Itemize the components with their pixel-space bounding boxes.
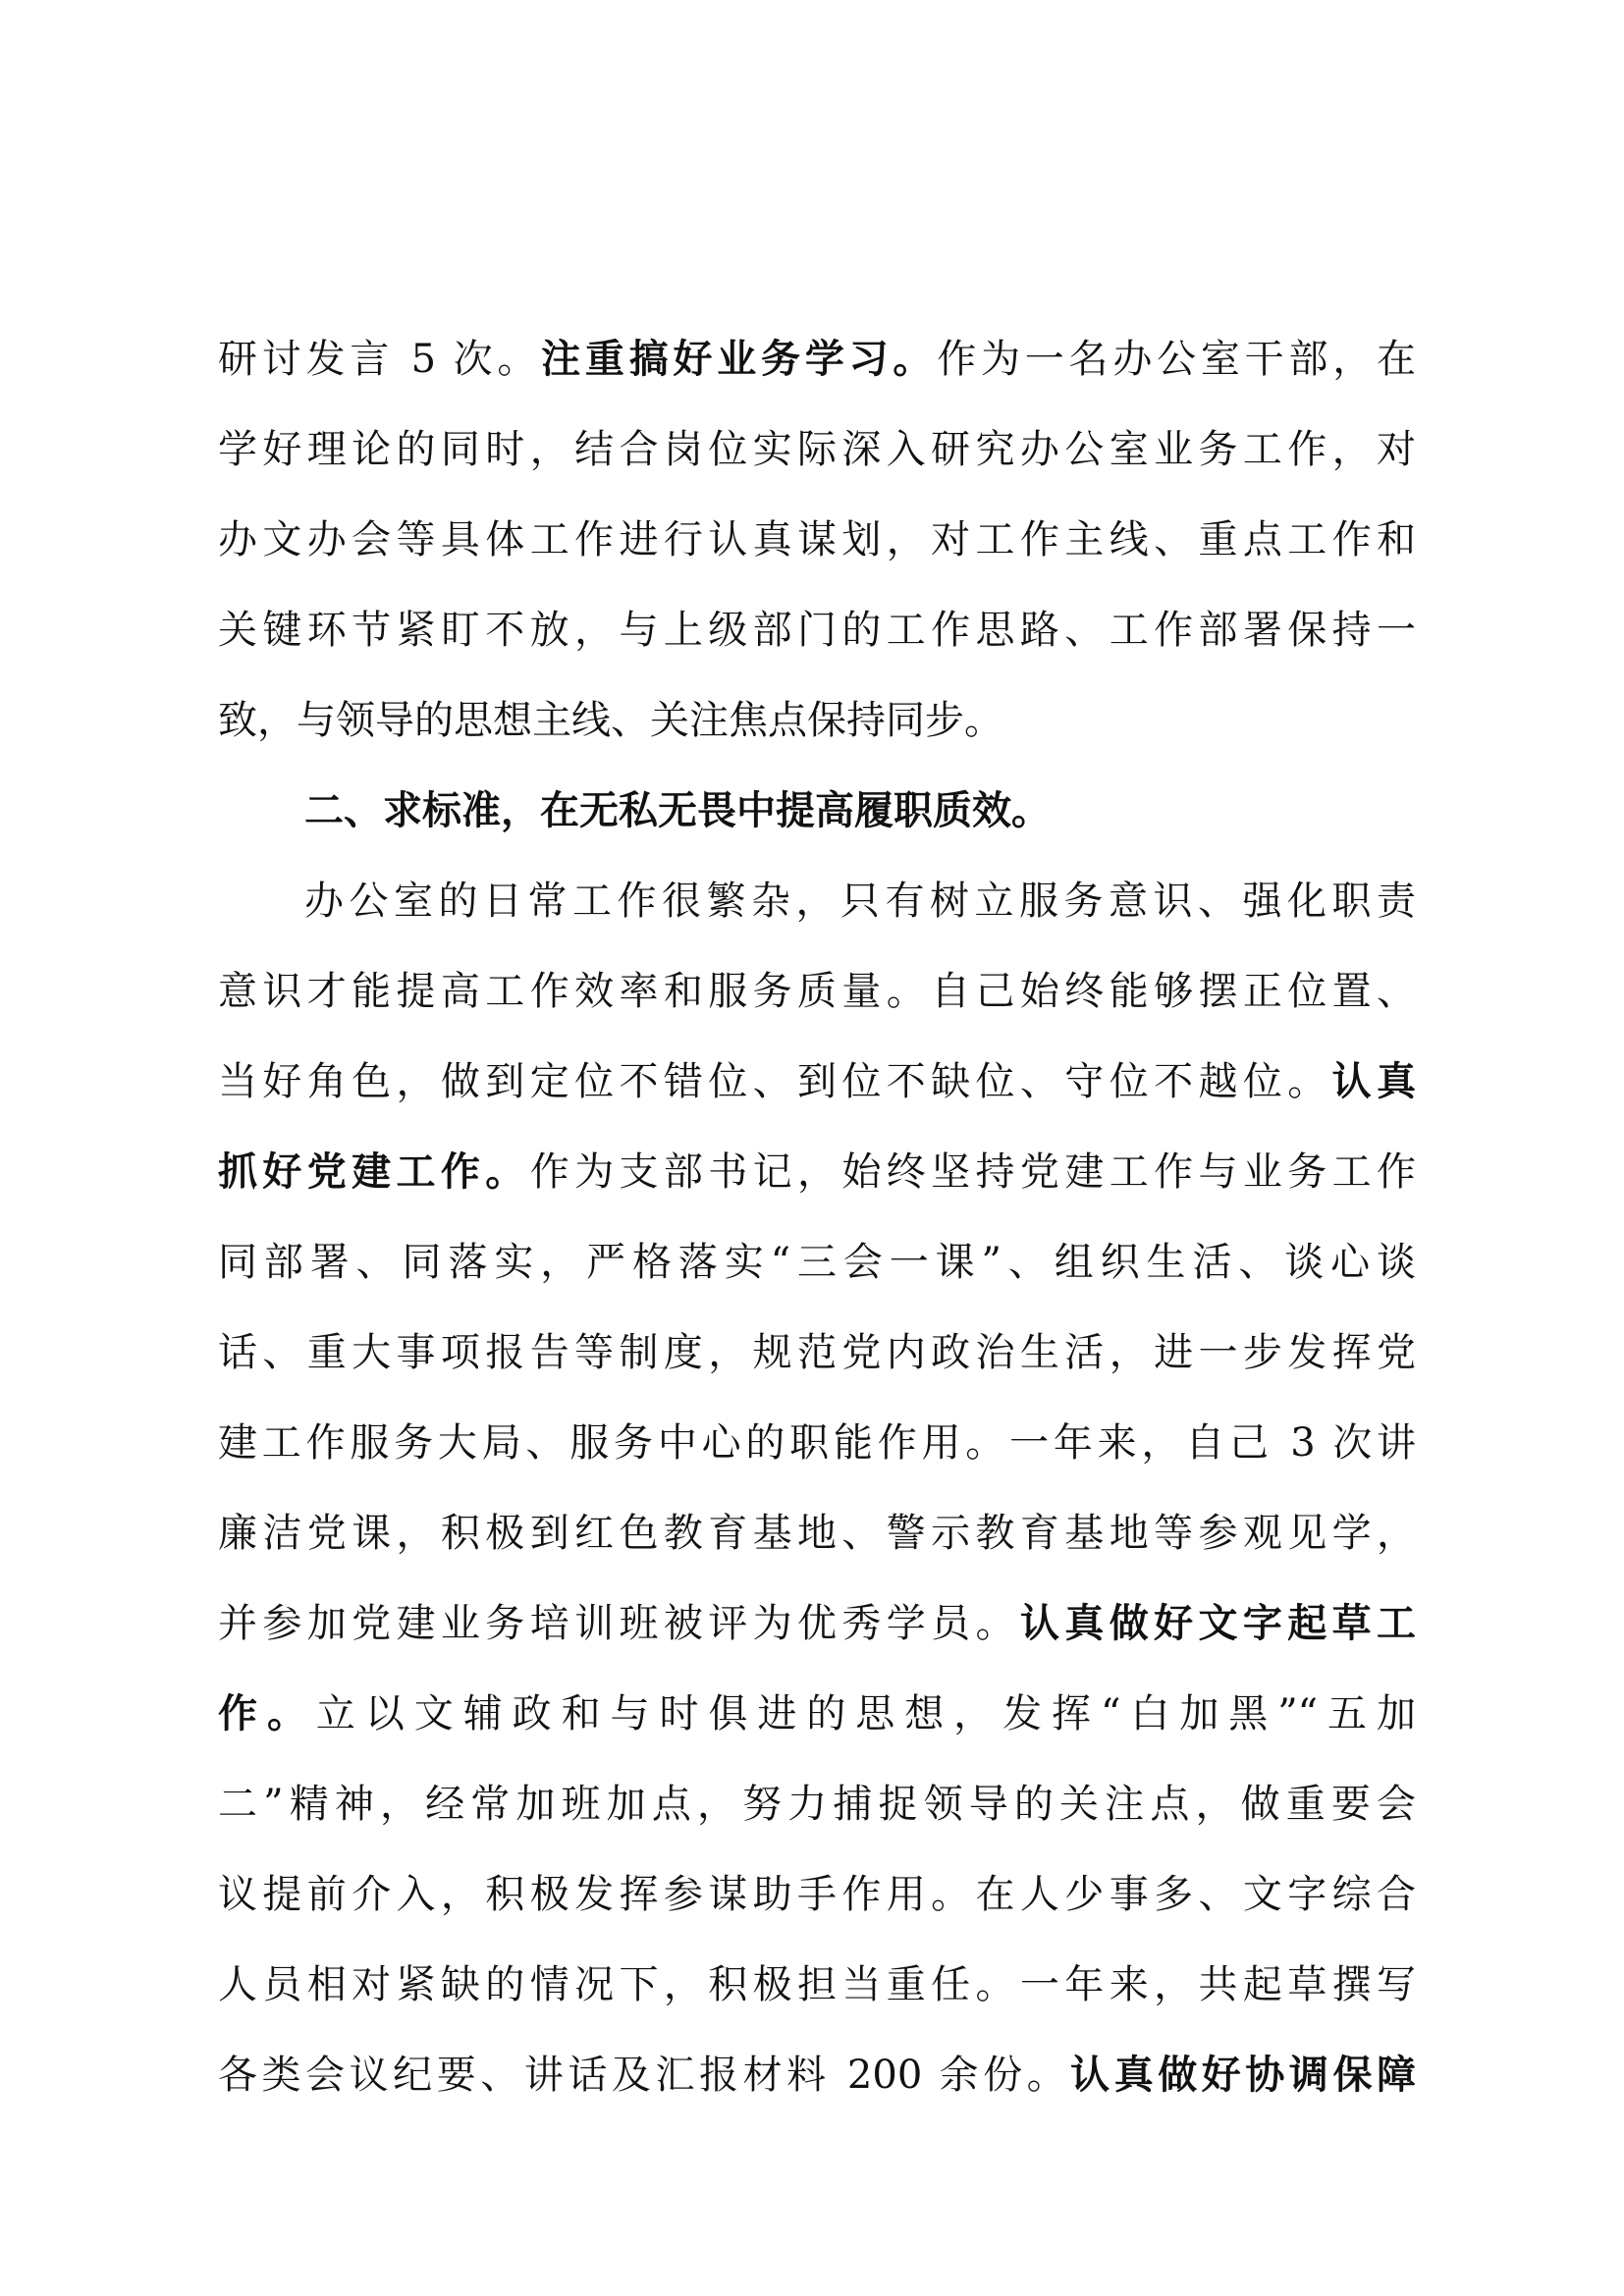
text-segment: 致，与领导的思想主线、关注焦点保持同步。 [218,698,1003,743]
text-line [218,1127,1416,1217]
text-segment: 议提前介入，积极发挥参谋助手作用。在人少事多、文字综合 [218,1872,1416,1917]
text-line [218,1578,1416,1669]
text-segment: 学好理论的同时，结合岗位实际深入研究办公室业务工作，对 [218,427,1416,472]
text-line [218,585,1416,675]
text-segment: 意识才能提高工作效率和服务质量。自己始终能够摆正位置、 [218,969,1416,1014]
bold-text-segment: 注重搞好业务学习。 [541,337,938,382]
bold-text-segment: 认真做好文字起草工 [1019,1601,1417,1646]
bold-text-segment: 认真做好协调保障 [1070,2053,1416,2098]
text-segment: 同部署、同落实，严格落实“三会一课”、组织生活、谈心谈 [218,1240,1416,1285]
text-segment: 二”精神，经常加班加点，努力捕捉领导的关注点，做重要会 [218,1782,1416,1827]
text-line [218,1308,1416,1398]
text-segment: 并参加党建业务培训班被评为优秀学员。 [218,1601,1020,1646]
text-line [218,856,1416,946]
text-segment: 作为一名办公室干部，在 [937,337,1417,382]
text-line [218,1669,1416,1759]
text-segment: 作为支部书记，始终坚持党建工作与业务工作 [529,1149,1417,1195]
text-segment: 廉洁党课，积极到红色教育基地、警示教育基地等参观见学， [218,1511,1416,1556]
text-line [218,495,1416,585]
text-segment: 各类会议纪要、讲话及汇报材料 200 余份。 [218,2053,1071,2098]
text-line [218,1037,1416,1127]
bold-text-segment: 作。 [218,1691,316,1736]
text-line [218,404,1416,495]
document-body [218,314,1416,2120]
text-segment: 办文办会等具体工作进行认真谋划，对工作主线、重点工作和 [218,517,1416,562]
text-segment: 人员相对紧缺的情况下，积极担当重任。一年来，共起草撰写 [218,1962,1416,2007]
bold-text-segment: 二、求标准，在无私无畏中提高履职质效。 [304,788,1051,833]
text-line [218,946,1416,1037]
text-segment: 当好角色，做到定位不错位、到位不缺位、守位不越位。 [218,1059,1332,1104]
bold-text-segment: 认真 [1331,1059,1417,1104]
text-line [218,1398,1416,1488]
text-line [218,1217,1416,1308]
text-segment: 立以文辅政和与时俱进的思想，发挥“白加黑”“五加 [315,1691,1416,1736]
text-segment: 关键环节紧盯不放，与上级部门的工作思路、工作部署保持一 [218,608,1416,653]
text-line [218,766,1416,856]
text-line [218,675,1416,766]
text-segment: 研讨发言 5 次。 [218,337,542,382]
text-line [218,314,1416,404]
text-segment: 建工作服务大局、服务中心的职能作用。一年来，自己 3 次讲 [218,1420,1416,1466]
bold-text-segment: 抓好党建工作。 [218,1149,530,1195]
text-line [218,1940,1416,2030]
text-line [218,1849,1416,1940]
text-line [218,1759,1416,1849]
text-segment: 办公室的日常工作很繁杂，只有树立服务意识、强化职责 [304,879,1416,924]
text-segment: 话、重大事项报告等制度，规范党内政治生活，进一步发挥党 [218,1330,1416,1375]
text-line [218,1488,1416,1578]
text-line [218,2030,1416,2120]
